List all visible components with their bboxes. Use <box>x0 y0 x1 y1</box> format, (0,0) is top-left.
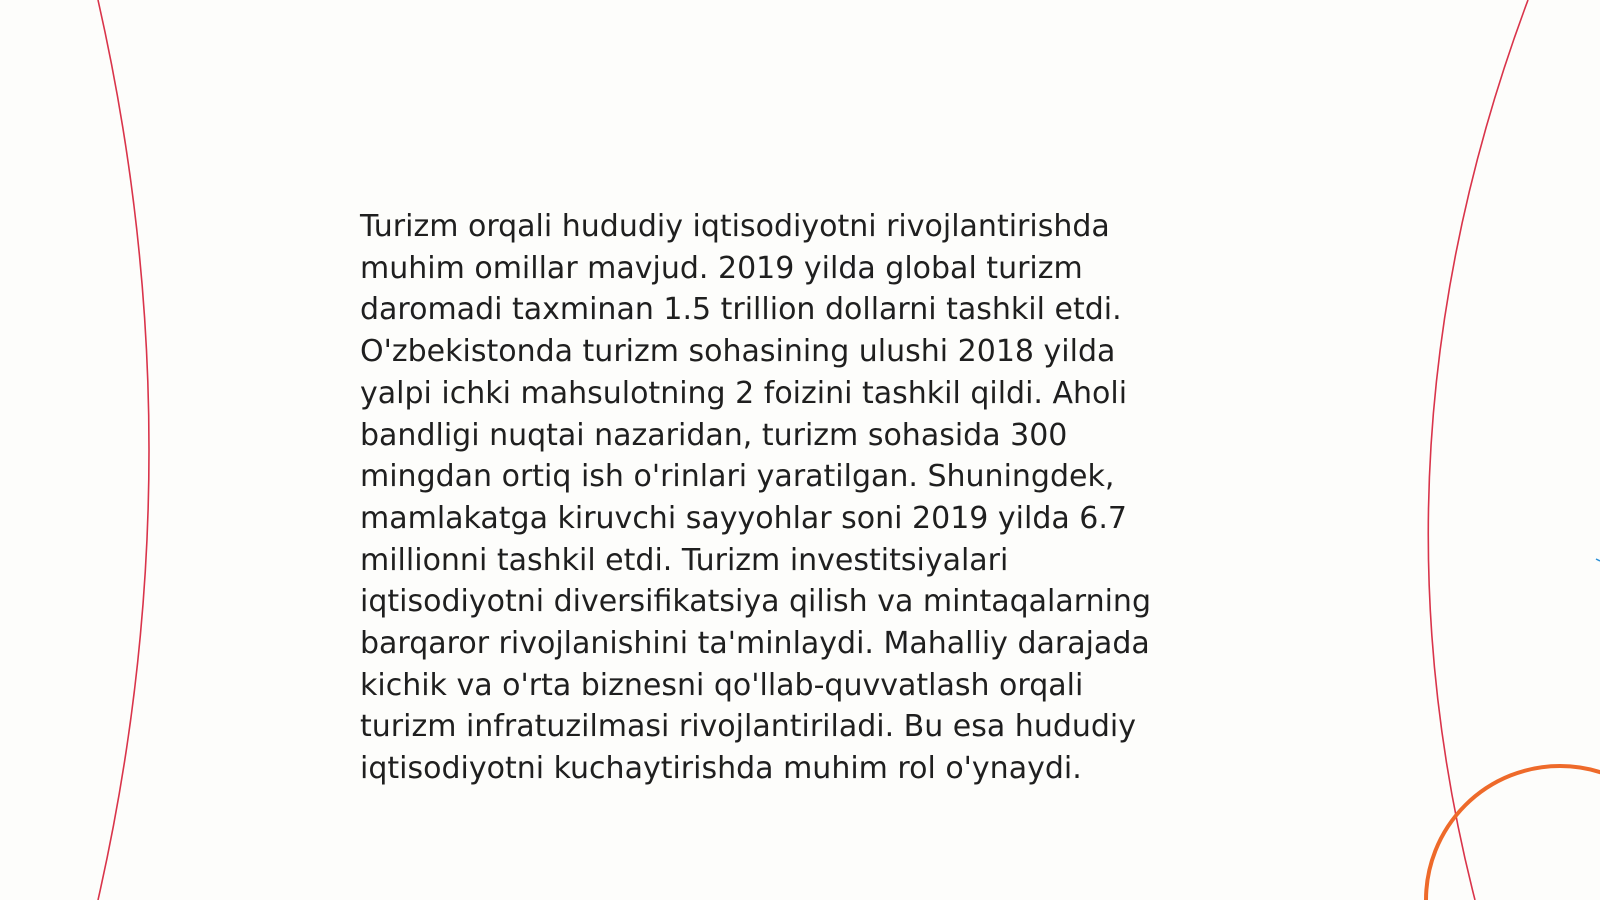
paragraph-line: kichik va o'rta biznesni qo'llab-quvvatlash orqali <box>360 667 1084 703</box>
paragraph-line: turizm infratuzilmasi rivojlantiriladi. Bu esa hududiy <box>360 709 1137 745</box>
paragraph-line: mingdan ortiq ish o'rinlari yaratilgan. Shuningdek, <box>360 459 1115 495</box>
paragraph-line: barqaror rivojlanishini ta'minlaydi. Mahalliy darajada <box>360 626 1150 662</box>
paragraph-line: bandligi nuqtai nazaridan, turizm sohasida 300 <box>360 417 1068 453</box>
paragraph-line: yalpi ichki mahsulotning 2 foizini tashkil qildi. Aholi <box>360 375 1128 411</box>
paragraph-line: millionni tashkil etdi. Turizm investitsiyalari <box>360 542 1009 578</box>
right-red-curve <box>1428 0 1528 900</box>
orange-circle <box>1426 766 1600 900</box>
paragraph-line: mamlakatga kiruvchi sayyohlar soni 2019 yilda 6.7 <box>360 500 1128 536</box>
paragraph-line: Turizm orqali hududiy iqtisodiyotni rivojlantirishda <box>360 209 1110 244</box>
left-red-curve <box>98 0 149 900</box>
paragraph-line: daromadi taxminan 1.5 trillion dollarni tashkil etdi. <box>360 292 1122 328</box>
paragraph-line: iqtisodiyotni kuchaytirishda muhim rol o'ynaydi. <box>360 751 1082 787</box>
paragraph-line: muhim omillar mavjud. 2019 yilda global turizm <box>360 250 1083 286</box>
paragraph-line: O'zbekistonda turizm sohasining ulushi 2018 yilda <box>360 334 1116 370</box>
blue-tick-mark <box>1596 559 1600 561</box>
body-paragraph <box>360 206 1220 790</box>
paragraph-line: iqtisodiyotni diversifikatsiya qilish va mintaqalarning <box>360 584 1151 620</box>
